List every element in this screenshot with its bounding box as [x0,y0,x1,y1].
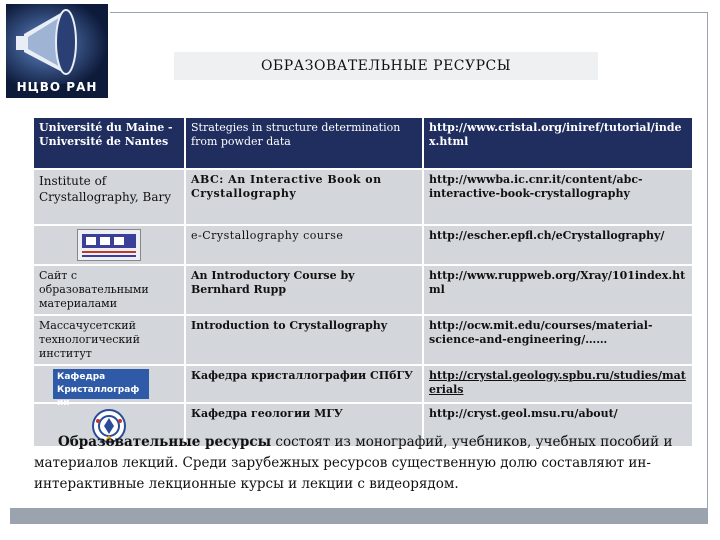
page-title: ОБРАЗОВАТЕЛЬНЫЕ РЕСУРСЫ [174,52,598,80]
resource-link[interactable]: http://escher.epfl.ch/eCrystallography/ [424,226,692,264]
source-logo-cell [34,366,184,408]
resource-link[interactable]: http://www.ruppweb.org/Xray/101index.html [424,266,692,314]
table-row [34,366,692,402]
resource-cell: Introduction to Crystallography [186,316,422,364]
epfl-logo-icon [77,229,141,261]
resource-cell: Кафедра геологии МГУ [186,404,422,446]
resource-link[interactable]: http://www.cristal.org/iniref/tutorial/index.html [424,118,692,168]
resource-link[interactable]: http://ocw.mit.edu/courses/material-science-and-engineering/…… [424,316,692,364]
table-row [34,316,692,364]
resource-cell: Кафедра кристаллографии СПбГУ [186,366,422,402]
source-cell: Массачусетский технологический институт [34,316,184,364]
summary-lead: Образовательные ресурсы [58,434,272,450]
resource-link[interactable]: http://wwwba.ic.cnr.it/content/abc-interactive-book-crystallography [424,170,692,224]
resource-cell: Strategies in structure determination from powder data [186,118,422,168]
resource-link[interactable]: http://crystal.geology.spbu.ru/studies/materials [424,366,692,402]
frame-right-line [707,12,708,524]
source-logo-cell [34,226,184,264]
source-cell: Institute of Crystallography, Bary [34,170,184,224]
resource-cell: e-Crystallography course [186,226,422,264]
summary-paragraph [34,432,702,495]
summary-text: состоят из монографий, учебников, учебных пособий и материалов лекций. Среди зарубежных ресурсов существенную долю составляют ин- интерактивные лекционные курсы и лекции с видеорядом. [34,434,673,492]
table-row [34,170,692,224]
resource-cell: An Introductory Course by Bernhard Rupp [186,266,422,314]
resource-link[interactable]: http://cryst.geol.msu.ru/about/ [424,404,692,446]
kafedra-kristallografii-logo: Кафедра Кристаллографии [53,369,149,399]
resource-cell: ABC: An Interactive Book on Crystallography [186,170,422,224]
logo-caption: НЦВО РАН [16,80,98,94]
resources-table [32,116,694,448]
table-row [34,118,692,168]
table-row [34,226,692,264]
loudspeaker-icon [6,4,108,84]
loudspeaker-logo [6,4,108,98]
source-cell: Université du Maine - Université de Nantes [34,118,184,168]
frame-bottom-bar [10,508,708,524]
frame-top-line [110,12,708,13]
source-cell: Сайт с образовательными материалами [34,266,184,314]
table-row [34,266,692,314]
